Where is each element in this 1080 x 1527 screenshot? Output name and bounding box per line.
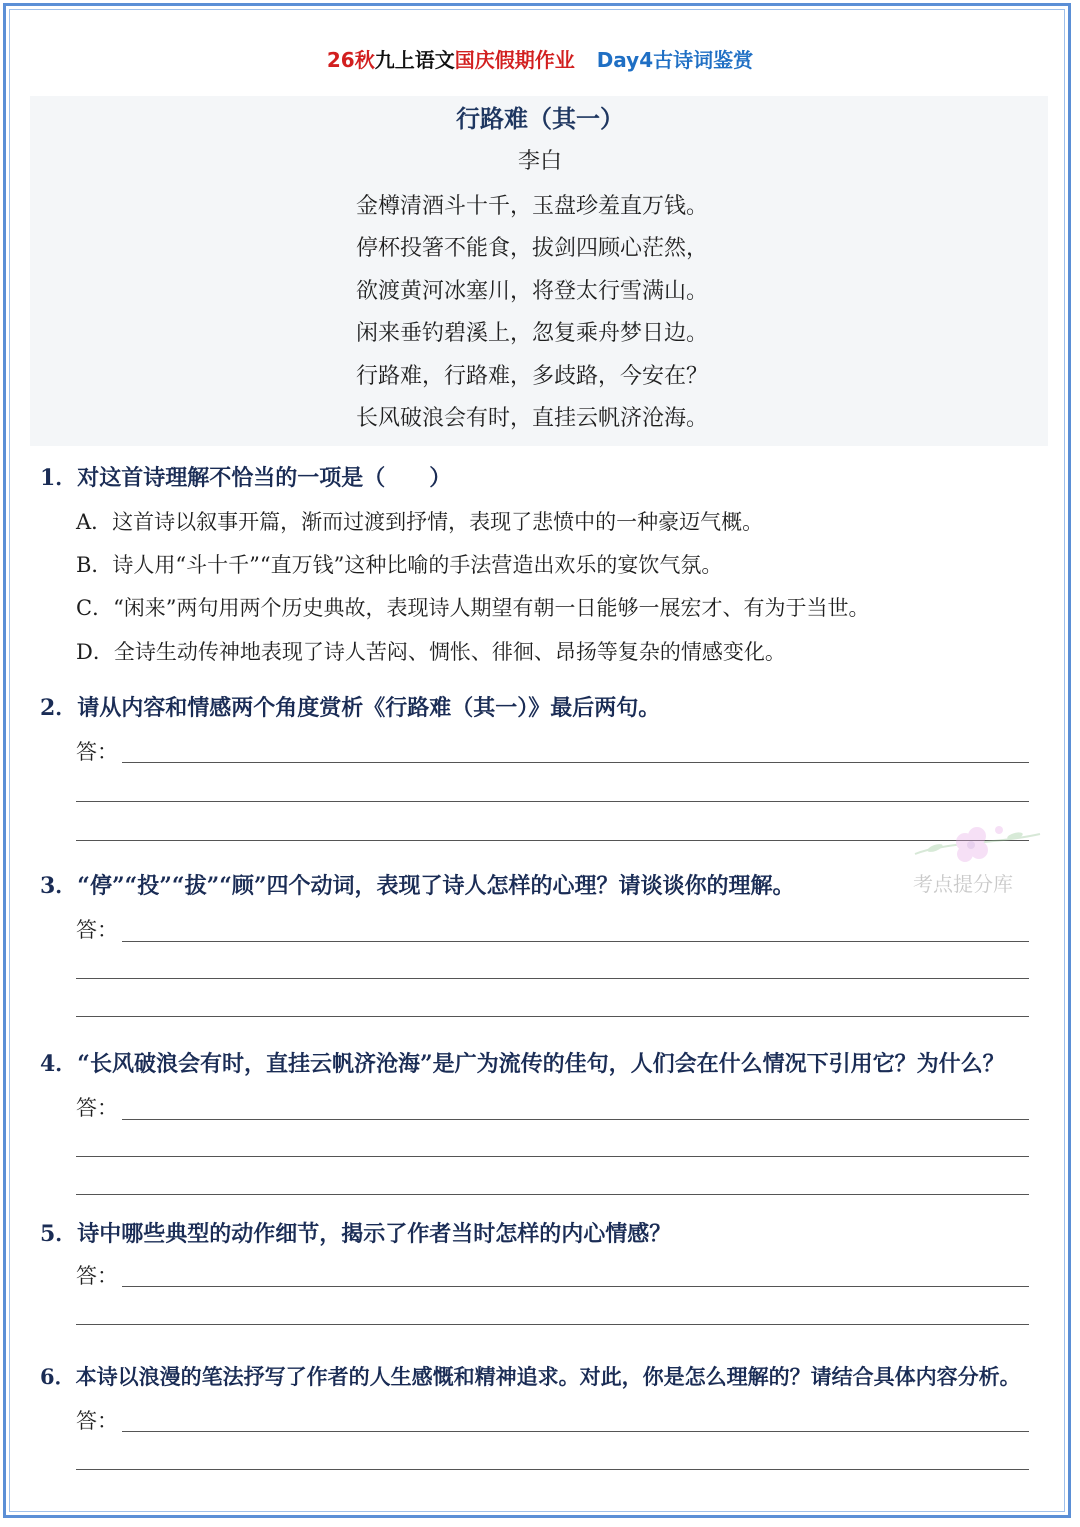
poem-line: 行路难，行路难，多歧路，今安在？ xyxy=(356,363,709,389)
question-6: 6．本诗以浪漫的笔法抒写了作者的人生感慨和精神追求。对此，你是怎么理解的？请结合具体内容分析。 xyxy=(40,1364,1021,1389)
answer-label: 答： xyxy=(76,740,118,764)
question-5: 5．诗中哪些典型的动作细节，揭示了作者当时怎样的内心情感？ xyxy=(40,1221,672,1247)
question-4: 4．“长风破浪会有时，直挂云帆济沧海”是广为流传的佳句，人们会在什么情况下引用它？为什么？ xyxy=(40,1051,1005,1077)
poem-line: 金樽清酒斗十千，玉盘珍羞直万钱。 xyxy=(356,194,709,219)
answer-line[interactable] xyxy=(76,1194,1029,1195)
poem-author: 李白 xyxy=(517,149,562,174)
answer-line[interactable] xyxy=(76,801,1029,802)
answer-line[interactable] xyxy=(76,978,1029,979)
answer-line[interactable] xyxy=(122,1431,1029,1432)
option-a: A．这首诗以叙事开篇，渐而过渡到抒情，表现了悲愤中的一种豪迈气概。 xyxy=(76,510,764,534)
question-3: 3．“停”“投”“拔”“顾”四个动词，表现了诗人怎样的心理？请谈谈你的理解。 xyxy=(40,873,795,899)
title-part-2: 九上语文 xyxy=(374,48,455,72)
answer-label: 答： xyxy=(76,1096,118,1120)
title-part-4: Day4古诗词鉴赏 xyxy=(596,48,754,72)
watermark-text: 考点提分库 xyxy=(913,872,1013,896)
answer-line[interactable] xyxy=(122,941,1029,942)
answer-line[interactable] xyxy=(76,840,1029,841)
answer-line[interactable] xyxy=(76,1324,1029,1325)
option-d: D．全诗生动传神地表现了诗人苦闷、惆怅、徘徊、昂扬等复杂的情感变化。 xyxy=(76,640,786,664)
poem-line: 长风破浪会有时，直挂云帆济沧海。 xyxy=(356,406,709,432)
poem-title: 行路难（其一） xyxy=(456,104,624,133)
answer-line[interactable] xyxy=(76,1156,1029,1157)
poem-body xyxy=(356,186,776,440)
poem-line: 停杯投箸不能食，拔剑四顾心茫然， xyxy=(356,236,709,262)
answer-line[interactable] xyxy=(122,762,1029,763)
question-1: 1．对这首诗理解不恰当的一项是（ ） xyxy=(40,465,452,491)
title-part-1: 26秋 xyxy=(326,48,375,72)
poem-line: 欲渡黄河冰塞川，将登太行雪满山。 xyxy=(356,278,709,304)
option-c: C．“闲来”两句用两个历史典故，表现诗人期望有朝一日能够一展宏才、有为于当世。 xyxy=(76,596,870,620)
answer-line[interactable] xyxy=(122,1286,1029,1287)
page-title xyxy=(0,28,1080,92)
option-b: B．诗人用“斗十千”“直万钱”这种比喻的手法营造出欢乐的宴饮气氛。 xyxy=(76,553,723,577)
answer-line[interactable] xyxy=(76,1469,1029,1470)
answer-line[interactable] xyxy=(122,1119,1029,1120)
question-2: 2．请从内容和情感两个角度赏析《行路难（其一）》最后两句。 xyxy=(40,695,661,721)
answer-line[interactable] xyxy=(76,1016,1029,1017)
title-part-3: 国庆假期作业 xyxy=(454,48,575,72)
poem-line: 闲来垂钓碧溪上，忽复乘舟梦日边。 xyxy=(356,321,709,347)
answer-label: 答： xyxy=(76,1409,118,1433)
answer-label: 答： xyxy=(76,918,118,942)
answer-label: 答： xyxy=(76,1264,118,1288)
